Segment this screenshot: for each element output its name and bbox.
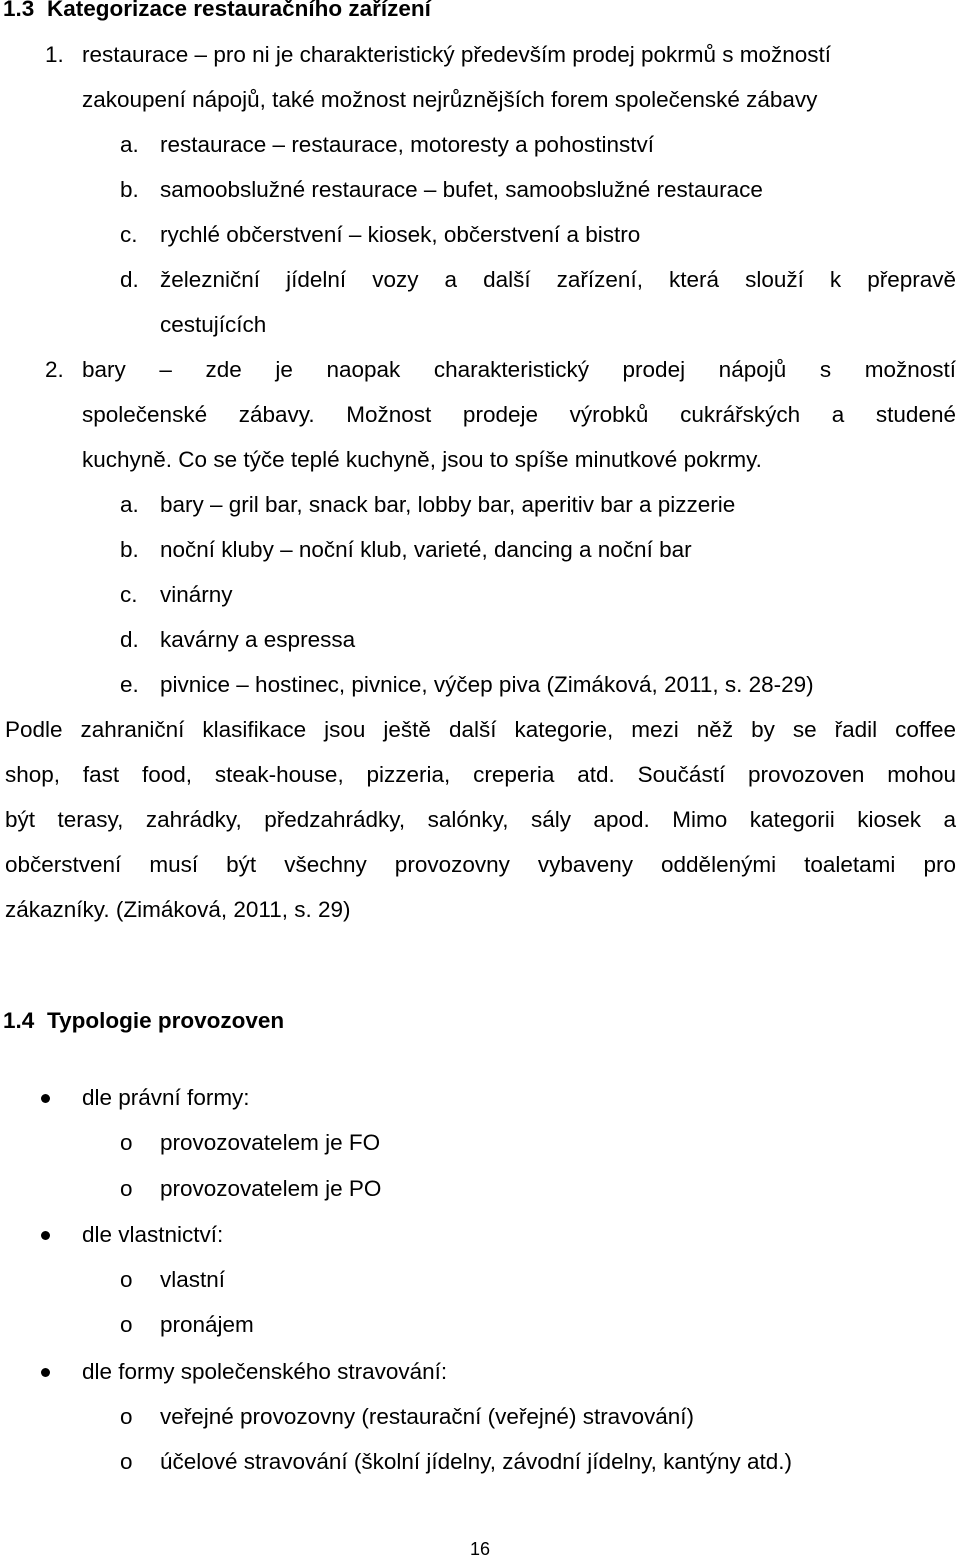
list-item-text: dle formy společenského stravování: [82,1359,448,1384]
list-marker: d. [120,267,139,292]
section-number: 1.3 [3,0,35,21]
paragraph-line: občerstvení musí být všechny provozovny vybaveny oddělenými toaletami pro [5,852,956,877]
list-marker: o [120,1267,133,1292]
paragraph-line: Podle zahraniční klasifikace jsou ještě další kategorie, mezi něž by se řadil coffee [5,717,956,742]
list-item-text: kavárny a espressa [160,627,356,652]
list-item-text: pronájem [160,1312,254,1337]
list-marker: a. [120,132,139,157]
list-marker: e. [120,672,139,697]
list-item-text: veřejné provozovny (restaurační (veřejné) stravování) [160,1404,694,1429]
list-item-text: zakoupení nápojů, také možnost nejrůznějších forem společenské zábavy [82,87,818,112]
list-item-text: vinárny [160,582,233,607]
list-item-text: kuchyně. Co se týče teplé kuchyně, jsou to spíše minutkové pokrmy. [82,447,762,472]
list-marker: o [120,1404,133,1429]
list-item-text: provozovatelem je FO [160,1130,381,1155]
list-item-text: cestujících [160,312,267,337]
list-item-text: restaurace – restaurace, motoresty a pohostinství [160,132,654,157]
section-title: Typologie provozoven [47,1008,285,1033]
list-item-text: noční kluby – noční klub, varieté, dancing a noční bar [160,537,692,562]
bullet-icon [41,1231,50,1240]
list-item-text: dle právní formy: [82,1085,250,1110]
list-item-text: samoobslužné restaurace – bufet, samoobslužné restaurace [160,177,763,202]
list-marker: o [120,1312,133,1337]
bullet-icon [41,1368,50,1377]
list-marker: o [120,1176,133,1201]
list-marker: o [120,1449,133,1474]
list-marker: c. [120,582,138,607]
section-title: Kategorizace restauračního zařízení [47,0,431,21]
bullet-icon [41,1094,50,1103]
list-item-text: provozovatelem je PO [160,1176,382,1201]
list-item-text: železniční jídelní vozy a další zařízení, která slouží k přepravě [160,267,956,292]
list-item-text: vlastní [160,1267,226,1292]
list-marker: 1. [45,42,64,67]
list-item-text: účelové stravování (školní jídelny, závodní jídelny, kantýny atd.) [160,1449,792,1474]
list-marker: o [120,1130,133,1155]
list-item-text: společenské zábavy. Možnost prodeje výrobků cukrářských a studené [82,402,956,427]
list-item-text: dle vlastnictví: [82,1222,224,1247]
paragraph-line: být terasy, zahrádky, předzahrádky, salónky, sály apod. Mimo kategorii kiosek a [5,807,956,832]
list-item-text: bary – gril bar, snack bar, lobby bar, aperitiv bar a pizzerie [160,492,736,517]
list-marker: d. [120,627,139,652]
list-marker: b. [120,177,139,202]
paragraph-line: shop, fast food, steak-house, pizzeria, creperia atd. Součástí provozoven mohou [5,762,956,787]
list-item-text: pivnice – hostinec, pivnice, výčep piva (Zimáková, 2011, s. 28-29) [160,672,814,697]
list-marker: b. [120,537,139,562]
page-number: 16 [469,1539,491,1559]
list-item-text: rychlé občerstvení – kiosek, občerstvení a bistro [160,222,641,247]
list-marker: c. [120,222,138,247]
section-number: 1.4 [3,1008,35,1033]
section-heading-1-4 [3,1008,284,1034]
list-item-text: bary – zde je naopak charakteristický prodej nápojů s možností [82,357,956,382]
list-marker: 2. [45,357,64,382]
paragraph-line: zákazníky. (Zimáková, 2011, s. 29) [5,897,351,922]
section-heading-1-3 [3,0,431,22]
list-marker: a. [120,492,139,517]
list-item-text: restaurace – pro ni je charakteristický především prodej pokrmů s možností [82,42,832,67]
